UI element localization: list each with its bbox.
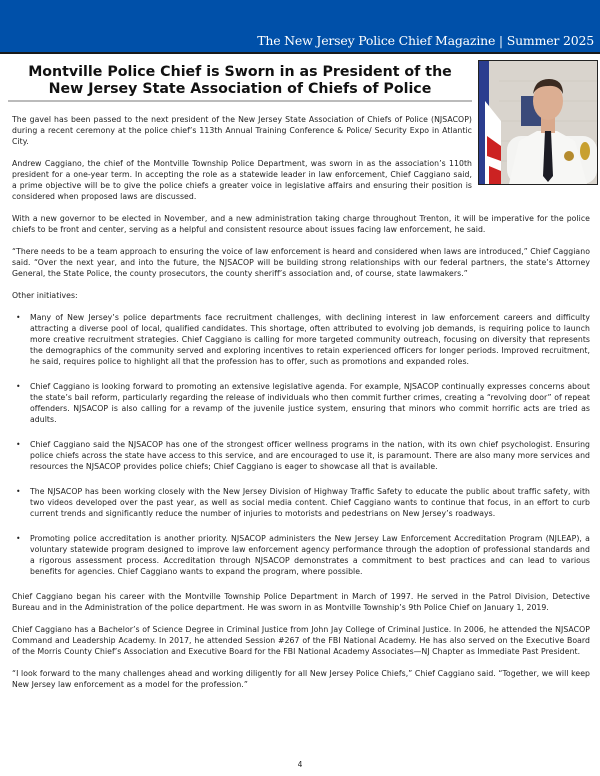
list-item [12,486,590,519]
list-item-text: Many of New Jersey’s police departments face recruitment challenges, with declining interest in law enforcement careers and difficulty attracting a diverse pool of local, qualified candidates. This shortage, often attributed to evolving job demands, is requiring police to launch more creative recruitment strategies. Chief Caggiano is calling for more targeted community outreach, focusing on diversity that represents the demographics of the community served and exploring incentives to retain experienced officers for longer periods. Improved recruitment, he said, requires police to highlight all that the profession has to offer, such as promotions and expanded roles. [30,313,590,366]
page-number: 4 [297,760,303,769]
paragraph-new-governor: With a new governor to be elected in November, and a new administration taking charge throughout Trenton, it will be imperative for the police chiefs to be front and center, serving as a helpful and consistent resource about issues facing law enforcement, he said. [12,214,590,234]
paragraph-education: Chief Caggiano has a Bachelor’s of Science Degree in Criminal Justice from John Jay College of Criminal Justice. In 2006, he attended the NJSACOP Command and Leadership Academy. In 2017, he attended Session #267 of the FBI National Academy. He has also served on the Executive Board of the Morris County Chief’s Association and Executive Board for the FBI National Academy Associates—NJ Chapter as Immediate Past President. [12,625,590,656]
initiatives-list [12,312,590,577]
list-item-text: Chief Caggiano is looking forward to promoting an extensive legislative agenda. For example, NJSACOP continually expresses concerns about the state’s bail reform, particularly regarding the release of individuals who then commit further crimes, creating a “revolving door” of repeat offenders. NJSACOP is also calling for a revamp of the juvenile justice system, ensuring that minors who commit horrific acts are tried as adults. [30,382,590,424]
list-item-text: The NJSACOP has been working closely with the New Jersey Division of Highway Traffic Safety to educate the public about traffic safety, with two videos developed over the past year, as well as social media content. Chief Caggiano wants to continue that focus, in an effort to curb current trends and significantly reduce the number of injuries to motorists and pedestrians on New Jersey’s roadways. [30,487,590,518]
list-item-text: Promoting police accreditation is another priority. NJSACOP administers the New Jersey Law Enforcement Accreditation Program (NJLEAP), a voluntary statewide program designed to improve law enforcement agency performance through the adoption of professional standards and a rigorous assessment process. Accreditation through NJSACOP demonstrates a commitment to best practices and can lead to various benefits for agencies. Chief Caggiano wants to expand the program, where possible. [30,534,590,576]
bullet-icon: • [16,534,21,543]
bullet-icon: • [16,440,21,449]
list-item [12,533,590,577]
bullet-icon: • [16,382,21,391]
paragraph-sworn-in: Andrew Caggiano, the chief of the Montville Township Police Department, was sworn in as the association’s 110th president for a one-year term. In accepting the role as a statewide leader in law enforcement, Chief Caggiano said, a prime objective will be to give the police chiefs a greater voice in legislative affairs and ensuring their position is considered when proposed laws are discussed. [12,159,472,201]
article-title-line-2: New Jersey State Association of Chiefs of Police [48,81,432,97]
article-body [12,114,590,701]
magazine-title: The New Jersey Police Chief Magazine | Summer 2025 [257,33,594,48]
bullet-icon: • [16,313,21,322]
paragraph-closing-quote: “I look forward to the many challenges ahead and working diligently for all New Jersey Police Chiefs,” Chief Caggiano said. “Together, we will keep New Jersey law enforcement as a model for the profession.” [12,669,590,689]
paragraph-other-initiatives: Other initiatives: [12,291,78,300]
bullet-icon: • [16,487,21,496]
paragraph-intro: The gavel has been passed to the next president of the New Jersey State Association of Chiefs of Police (NJSACOP) during a recent ceremony at the police chief’s 113th Annual Training Conference & Police/ Security Expo in Atlantic City. [12,115,472,146]
paragraph-team-approach-quote: “There needs to be a team approach to ensuring the voice of law enforcement is heard and considered when laws are introduced,” Chief Caggiano said. “Over the next year, and into the future, the NJSACOP will be building strong relationships with our federal partners, the state’s Attorney General, the State Police, the county prosecutors, the county sheriff’s association and, of course, state lawmakers.” [12,247,590,278]
list-item [12,381,590,425]
list-item-text: Chief Caggiano said the NJSACOP has one of the strongest officer wellness programs in the nation, with its own chief psychologist. Ensuring police chiefs across the state have access to this service, and are encouraged to use it, is paramount. There are also many more services and resources the NJSACOP provides police chiefs; Chief Caggiano is eager to showcase all that is available. [30,440,590,471]
list-item [12,312,590,367]
list-item [12,439,590,472]
title-divider [8,100,472,102]
magazine-header-band [0,0,600,54]
article-title [8,64,472,98]
paragraph-career: Chief Caggiano began his career with the Montville Township Police Department in March of 1997. He served in the Patrol Division, Detective Bureau and in the Administration of the police department. He was sworn in as Montville Township’s 9th Police Chief on January 1, 2019. [12,592,590,612]
article-title-line-1: Montville Police Chief is Sworn in as President of the [28,64,452,80]
